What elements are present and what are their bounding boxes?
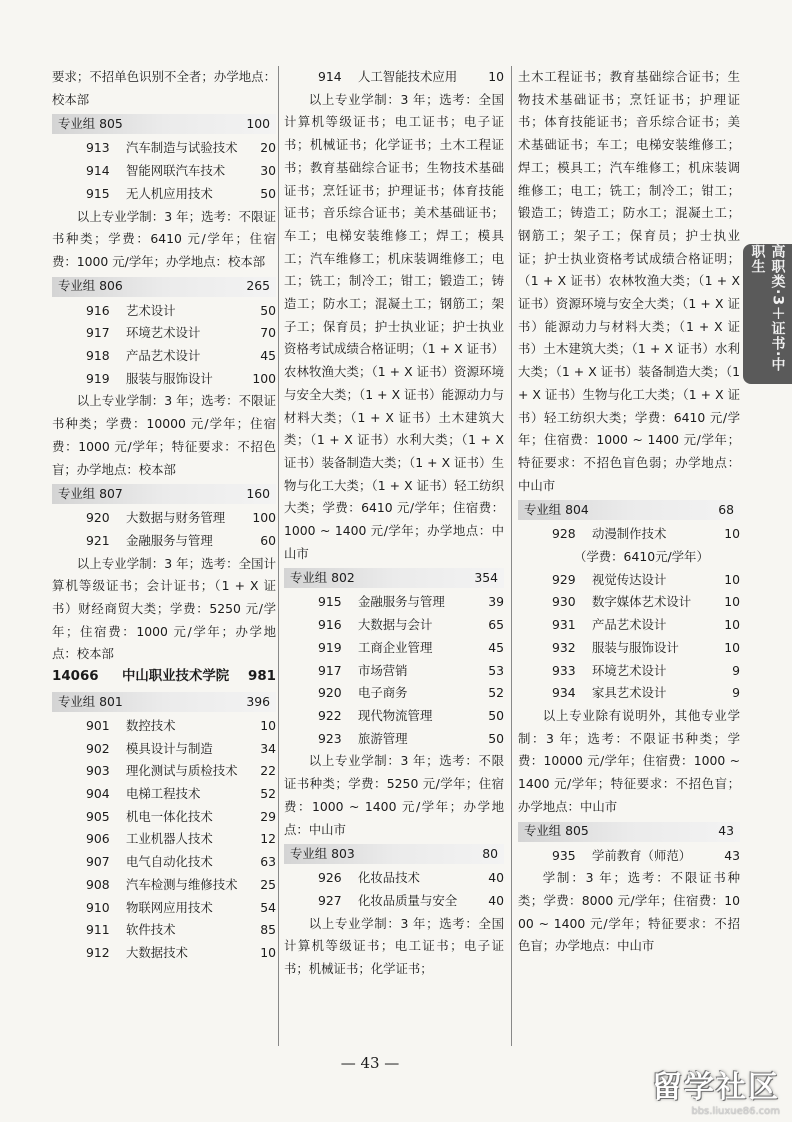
major-row: 916 艺术设计 50 bbox=[86, 302, 276, 318]
group-note: 以上专业学制：3 年；选考：不限证书种类；学费：10000 元/学年；住宿费：1000 元/学年；特征要求：不招色盲；办学地点：校本部 bbox=[52, 393, 276, 477]
group-header-807: 专业组 807 160 bbox=[52, 484, 276, 504]
major-row: 911 软件技术 85 bbox=[86, 922, 276, 938]
major-row: 929 视觉传达设计 10 bbox=[552, 571, 740, 587]
school-header bbox=[52, 666, 276, 689]
major-row: 904 电梯工程技术 52 bbox=[86, 785, 276, 801]
major-row: 922 现代物流管理 50 bbox=[318, 707, 504, 723]
watermark-logo: 留学社区 bbox=[652, 1070, 780, 1105]
major-row: 903 理化测试与质检技术 22 bbox=[86, 763, 276, 779]
column-divider bbox=[511, 66, 512, 1046]
major-row: 926 化妆品技术 40 bbox=[318, 870, 504, 886]
major-row: 928 动漫制作技术 10 bbox=[552, 526, 740, 542]
major-row: 932 服装与服饰设计 10 bbox=[552, 639, 740, 655]
major-row: 917 市场营销 53 bbox=[318, 662, 504, 678]
major-row: 906 工业机器人技术 12 bbox=[86, 831, 276, 847]
major-row: 923 旅游管理 50 bbox=[318, 730, 504, 746]
major-row: 915 无人机应用技术 50 bbox=[86, 185, 276, 201]
major-row: 901 数控技术 10 bbox=[86, 717, 276, 733]
group-header-805b: 专业组 805 43 bbox=[518, 822, 740, 842]
major-row: 930 数字媒体艺术设计 10 bbox=[552, 594, 740, 610]
watermark-url: bbs.liuxue86.com bbox=[691, 1106, 780, 1117]
page-number: — 43 — bbox=[340, 1054, 400, 1072]
side-tab-label: 高职类·3＋证书·中职生 bbox=[749, 244, 786, 373]
group-header-805: 专业组 805 100 bbox=[52, 114, 276, 134]
group-note: 以上专业学制：3 年；选考：全国计算机等级证书；会计证书；（1 + X 证书）财经商贸大类；学费：5250 元/学年；住宿费：1000 元/学年；办学地点：校本部 bbox=[52, 555, 276, 662]
major-row: 905 机电一体化技术 29 bbox=[86, 808, 276, 824]
group-note: 以上专业学制：3 年；选考：不限证书种类；学费：5250 元/学年；住宿费：1000 ~ 1400 元/学年；办学地点：中山市 bbox=[284, 753, 504, 837]
column-3 bbox=[518, 66, 740, 958]
group-header-806: 专业组 806 265 bbox=[52, 277, 276, 297]
major-row: 914 人工智能技术应用 10 bbox=[318, 69, 504, 84]
major-row: 916 大数据与会计 65 bbox=[318, 617, 504, 633]
group-header-801: 专业组 801 396 bbox=[52, 692, 276, 712]
group-note: 以上专业学制：3 年；选考：全国计算机等级证书；电工证书；电子证书；机械证书；化学证书； bbox=[284, 915, 504, 977]
paragraph: 土木工程证书；教育基础综合证书；生物技术基础证书；烹饪证书；护理证书；体育技能证书；音乐综合证书；美术基础证书；车工；电梯安装维修工；焊工；模具工；汽车维修工；机床装调维修工；电工；铣工；制冷工；钳工；锻造工；铸造工；防水工；混凝土工；钢筋工；架子工；保育员；护士执业证；护士执业资格考试成绩合格证明；（1 + X 证书）农林牧渔大类；（1 + X 证书）资源环境与安全大类；（1 + X 证书）能源动力与材料大类；（1 + X 证书）土木建筑大类；（1 + X 证书）水利大类；（1 + X 证书）装备制造大类；（1 + X 证书）生物与化工大类；（1 + X 证书）轻工纺织大类；学费：6410 元/学年；住宿费：1000 ~ 1400 元/学年；特征要求：不招色盲色弱；办学地点：中山市 bbox=[518, 69, 740, 493]
major-row: 927 化妆品质量与安全 40 bbox=[318, 892, 504, 908]
major-row: 920 大数据与财务管理 100 bbox=[86, 510, 276, 526]
group-note: 学制：3 年；选考：不限证书种类；学费：8000 元/学年；住宿费：1000 ~ 1400 元/学年；特征要求：不招色盲；办学地点：中山市 bbox=[518, 870, 740, 954]
group-note: 以上专业学制：3 年；选考：全国计算机等级证书；电工证书；电子证书；机械证书；化学证书；土木工程证书；教育基础综合证书；生物技术基础证书；烹饪证书；护理证书；体育技能证书；音乐综合证书；美术基础证书；车工；电梯安装维修工；焊工；模具工；汽车维修工；机床装调维修工；电工；铣工；制冷工；钳工；锻造工；铸造工；防水工；混凝土工；钢筋工；架子工；保育员；护士执业证；护士执业资格考试成绩合格证明；（1 + X 证书）农林牧渔大类；（1 + X 证书）资源环境与安全大类；（1 + X 证书）能源动力与材料大类；（1 + X 证书）土木建筑大类；（1 + X 证书）水利大类；（1 + X 证书）装备制造大类；（1 + X 证书）生物与化工大类；（1 + X 证书）轻工纺织大类；学费：6410 元/学年；住宿费：1000 ~ 1400 元/学年；办学地点：中山市 bbox=[284, 91, 504, 561]
major-row: 917 环境艺术设计 70 bbox=[86, 325, 276, 341]
group-header-803: 专业组 803 80 bbox=[284, 844, 504, 864]
school-name: 中山职业技术学院 bbox=[122, 669, 230, 685]
major-row: 933 环境艺术设计 9 bbox=[552, 662, 740, 678]
group-note: 以上专业学制：3 年；选考：不限证书种类；学费：6410 元/学年；住宿费：1000 元/学年；办学地点：校本部 bbox=[52, 208, 276, 269]
major-row: 915 金融服务与管理 39 bbox=[318, 594, 504, 610]
group-header-802: 专业组 802 354 bbox=[284, 568, 504, 588]
group-note: 以上专业除有说明外，其他专业学制：3 年；选考：不限证书种类；学费：10000 元/学年；住宿费：1000 ~ 1400 元/学年；特征要求：不招色盲；办学地点：中山市 bbox=[518, 707, 740, 814]
major-row: 914 智能网联汽车技术 30 bbox=[86, 163, 276, 179]
major-row: 921 金融服务与管理 60 bbox=[86, 532, 276, 548]
watermark bbox=[600, 1062, 780, 1118]
school-code: 14066 bbox=[52, 669, 99, 685]
column-divider bbox=[278, 66, 279, 1046]
major-row: 919 服装与服饰设计 100 bbox=[86, 370, 276, 386]
major-sub-note: （学费：6410元/学年） bbox=[574, 549, 709, 565]
major-row: 934 家具艺术设计 9 bbox=[552, 685, 740, 701]
column-2 bbox=[284, 66, 504, 981]
major-row: 919 工商企业管理 45 bbox=[318, 639, 504, 655]
major-row: 908 汽车检测与维修技术 25 bbox=[86, 876, 276, 892]
major-row: 910 物联网应用技术 54 bbox=[86, 899, 276, 915]
school-total: 981 bbox=[248, 669, 276, 685]
major-row: 918 产品艺术设计 45 bbox=[86, 348, 276, 364]
section-side-tab bbox=[743, 244, 792, 384]
major-row: 902 模具设计与制造 34 bbox=[86, 740, 276, 756]
major-row: 935 学前教育（师范） 43 bbox=[552, 847, 740, 863]
major-row: 913 汽车制造与试验技术 20 bbox=[86, 140, 276, 156]
group-header-804: 专业组 804 68 bbox=[518, 500, 740, 520]
paragraph: 要求；不招单色识别不全者；办学地点：校本部 bbox=[52, 69, 276, 107]
major-row: 907 电气自动化技术 63 bbox=[86, 854, 276, 870]
major-row: 920 电子商务 52 bbox=[318, 685, 504, 701]
column-1 bbox=[52, 66, 276, 965]
major-row: 912 大数据技术 10 bbox=[86, 944, 276, 960]
major-row: 931 产品艺术设计 10 bbox=[552, 617, 740, 633]
